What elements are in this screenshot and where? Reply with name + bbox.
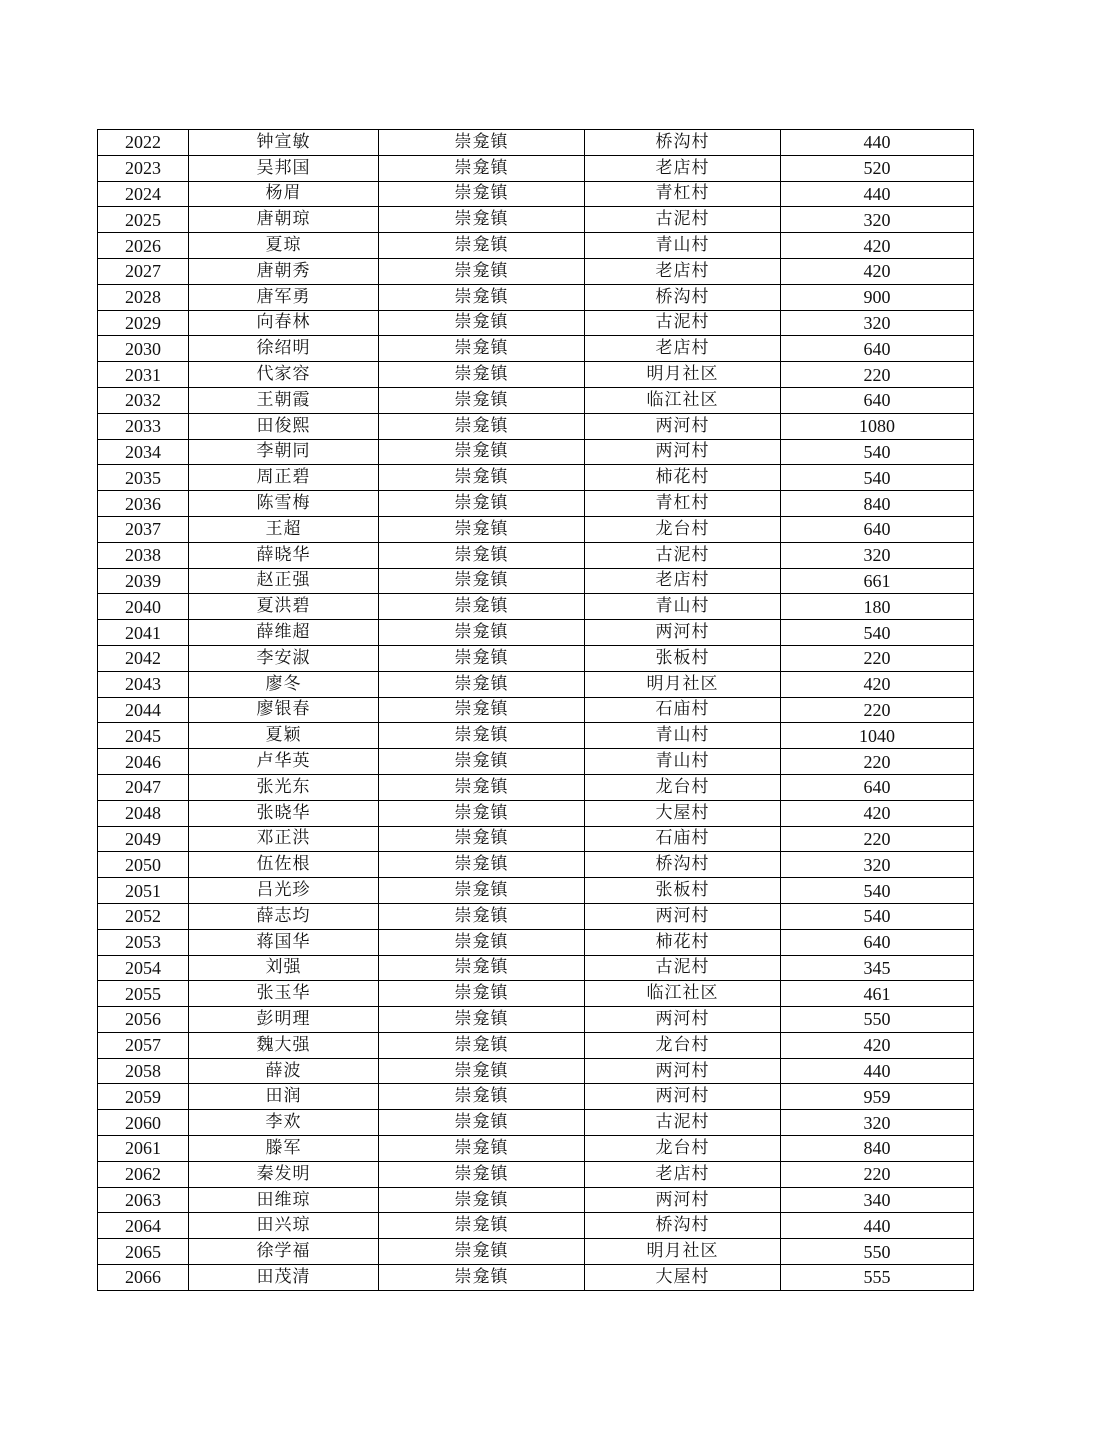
serial-number-cell: 2044 bbox=[98, 697, 189, 723]
amount-cell: 180 bbox=[781, 594, 974, 620]
town-cell: 崇龛镇 bbox=[379, 749, 585, 775]
table-row bbox=[98, 465, 974, 491]
serial-number-cell: 2057 bbox=[98, 1032, 189, 1058]
amount-cell: 420 bbox=[781, 800, 974, 826]
town-cell: 崇龛镇 bbox=[379, 929, 585, 955]
name-cell: 李朝同 bbox=[189, 439, 379, 465]
town-cell: 崇龛镇 bbox=[379, 1032, 585, 1058]
village-cell: 两河村 bbox=[585, 1007, 781, 1033]
village-cell: 柿花村 bbox=[585, 465, 781, 491]
town-cell: 崇龛镇 bbox=[379, 491, 585, 517]
town-cell: 崇龛镇 bbox=[379, 1084, 585, 1110]
amount-cell: 640 bbox=[781, 387, 974, 413]
town-cell: 崇龛镇 bbox=[379, 1058, 585, 1084]
name-cell: 秦发明 bbox=[189, 1161, 379, 1187]
table-row bbox=[98, 336, 974, 362]
name-cell: 唐朝琼 bbox=[189, 207, 379, 233]
serial-number-cell: 2062 bbox=[98, 1161, 189, 1187]
amount-cell: 220 bbox=[781, 1161, 974, 1187]
table-row bbox=[98, 207, 974, 233]
name-cell: 廖冬 bbox=[189, 671, 379, 697]
amount-cell: 640 bbox=[781, 929, 974, 955]
town-cell: 崇龛镇 bbox=[379, 774, 585, 800]
serial-number-cell: 2065 bbox=[98, 1239, 189, 1265]
table-row bbox=[98, 929, 974, 955]
name-cell: 伍佐根 bbox=[189, 852, 379, 878]
name-cell: 廖银春 bbox=[189, 697, 379, 723]
subsidy-table bbox=[97, 129, 974, 1291]
name-cell: 唐军勇 bbox=[189, 284, 379, 310]
amount-cell: 320 bbox=[781, 310, 974, 336]
serial-number-cell: 2032 bbox=[98, 387, 189, 413]
serial-number-cell: 2060 bbox=[98, 1110, 189, 1136]
town-cell: 崇龛镇 bbox=[379, 1265, 585, 1291]
table-row bbox=[98, 1058, 974, 1084]
table-row bbox=[98, 981, 974, 1007]
table-row bbox=[98, 516, 974, 542]
name-cell: 吴邦国 bbox=[189, 155, 379, 181]
amount-cell: 540 bbox=[781, 620, 974, 646]
serial-number-cell: 2036 bbox=[98, 491, 189, 517]
name-cell: 卢华英 bbox=[189, 749, 379, 775]
amount-cell: 320 bbox=[781, 207, 974, 233]
village-cell: 桥沟村 bbox=[585, 852, 781, 878]
name-cell: 吕光珍 bbox=[189, 878, 379, 904]
village-cell: 青山村 bbox=[585, 749, 781, 775]
serial-number-cell: 2047 bbox=[98, 774, 189, 800]
serial-number-cell: 2031 bbox=[98, 362, 189, 388]
town-cell: 崇龛镇 bbox=[379, 207, 585, 233]
town-cell: 崇龛镇 bbox=[379, 645, 585, 671]
town-cell: 崇龛镇 bbox=[379, 1007, 585, 1033]
village-cell: 古泥村 bbox=[585, 310, 781, 336]
table-row bbox=[98, 284, 974, 310]
table-row bbox=[98, 1187, 974, 1213]
serial-number-cell: 2022 bbox=[98, 130, 189, 156]
amount-cell: 461 bbox=[781, 981, 974, 1007]
name-cell: 田俊熙 bbox=[189, 413, 379, 439]
town-cell: 崇龛镇 bbox=[379, 130, 585, 156]
town-cell: 崇龛镇 bbox=[379, 284, 585, 310]
name-cell: 田兴琼 bbox=[189, 1213, 379, 1239]
serial-number-cell: 2029 bbox=[98, 310, 189, 336]
table-row bbox=[98, 1032, 974, 1058]
table-row bbox=[98, 155, 974, 181]
town-cell: 崇龛镇 bbox=[379, 310, 585, 336]
serial-number-cell: 2028 bbox=[98, 284, 189, 310]
serial-number-cell: 2063 bbox=[98, 1187, 189, 1213]
serial-number-cell: 2040 bbox=[98, 594, 189, 620]
serial-number-cell: 2056 bbox=[98, 1007, 189, 1033]
table-row bbox=[98, 1084, 974, 1110]
name-cell: 刘强 bbox=[189, 955, 379, 981]
town-cell: 崇龛镇 bbox=[379, 1239, 585, 1265]
table-row bbox=[98, 645, 974, 671]
serial-number-cell: 2052 bbox=[98, 903, 189, 929]
town-cell: 崇龛镇 bbox=[379, 516, 585, 542]
town-cell: 崇龛镇 bbox=[379, 903, 585, 929]
village-cell: 明月社区 bbox=[585, 362, 781, 388]
town-cell: 崇龛镇 bbox=[379, 181, 585, 207]
serial-number-cell: 2053 bbox=[98, 929, 189, 955]
village-cell: 龙台村 bbox=[585, 1032, 781, 1058]
town-cell: 崇龛镇 bbox=[379, 800, 585, 826]
village-cell: 古泥村 bbox=[585, 542, 781, 568]
table-row bbox=[98, 181, 974, 207]
town-cell: 崇龛镇 bbox=[379, 955, 585, 981]
amount-cell: 320 bbox=[781, 542, 974, 568]
name-cell: 魏大强 bbox=[189, 1032, 379, 1058]
name-cell: 张玉华 bbox=[189, 981, 379, 1007]
village-cell: 青山村 bbox=[585, 233, 781, 259]
amount-cell: 540 bbox=[781, 439, 974, 465]
serial-number-cell: 2046 bbox=[98, 749, 189, 775]
amount-cell: 540 bbox=[781, 878, 974, 904]
table-row bbox=[98, 258, 974, 284]
town-cell: 崇龛镇 bbox=[379, 233, 585, 259]
village-cell: 老店村 bbox=[585, 568, 781, 594]
table-row bbox=[98, 671, 974, 697]
amount-cell: 1040 bbox=[781, 723, 974, 749]
table-row bbox=[98, 620, 974, 646]
village-cell: 大屋村 bbox=[585, 800, 781, 826]
village-cell: 龙台村 bbox=[585, 774, 781, 800]
amount-cell: 220 bbox=[781, 749, 974, 775]
amount-cell: 320 bbox=[781, 852, 974, 878]
table-row bbox=[98, 491, 974, 517]
amount-cell: 220 bbox=[781, 826, 974, 852]
village-cell: 两河村 bbox=[585, 1058, 781, 1084]
name-cell: 彭明理 bbox=[189, 1007, 379, 1033]
village-cell: 两河村 bbox=[585, 439, 781, 465]
name-cell: 田维琼 bbox=[189, 1187, 379, 1213]
name-cell: 田润 bbox=[189, 1084, 379, 1110]
village-cell: 两河村 bbox=[585, 1084, 781, 1110]
serial-number-cell: 2035 bbox=[98, 465, 189, 491]
village-cell: 两河村 bbox=[585, 903, 781, 929]
town-cell: 崇龛镇 bbox=[379, 878, 585, 904]
village-cell: 古泥村 bbox=[585, 207, 781, 233]
serial-number-cell: 2064 bbox=[98, 1213, 189, 1239]
table-row bbox=[98, 413, 974, 439]
amount-cell: 220 bbox=[781, 645, 974, 671]
village-cell: 青山村 bbox=[585, 594, 781, 620]
name-cell: 向春林 bbox=[189, 310, 379, 336]
serial-number-cell: 2045 bbox=[98, 723, 189, 749]
village-cell: 青山村 bbox=[585, 723, 781, 749]
village-cell: 柿花村 bbox=[585, 929, 781, 955]
town-cell: 崇龛镇 bbox=[379, 439, 585, 465]
name-cell: 代家容 bbox=[189, 362, 379, 388]
town-cell: 崇龛镇 bbox=[379, 568, 585, 594]
name-cell: 薛志均 bbox=[189, 903, 379, 929]
table-row bbox=[98, 1110, 974, 1136]
village-cell: 明月社区 bbox=[585, 671, 781, 697]
village-cell: 大屋村 bbox=[585, 1265, 781, 1291]
village-cell: 两河村 bbox=[585, 413, 781, 439]
amount-cell: 1080 bbox=[781, 413, 974, 439]
amount-cell: 640 bbox=[781, 336, 974, 362]
name-cell: 徐学福 bbox=[189, 1239, 379, 1265]
name-cell: 田茂清 bbox=[189, 1265, 379, 1291]
name-cell: 张晓华 bbox=[189, 800, 379, 826]
village-cell: 明月社区 bbox=[585, 1239, 781, 1265]
name-cell: 蒋国华 bbox=[189, 929, 379, 955]
village-cell: 青杠村 bbox=[585, 491, 781, 517]
name-cell: 张光东 bbox=[189, 774, 379, 800]
town-cell: 崇龛镇 bbox=[379, 671, 585, 697]
amount-cell: 340 bbox=[781, 1187, 974, 1213]
name-cell: 邓正洪 bbox=[189, 826, 379, 852]
town-cell: 崇龛镇 bbox=[379, 542, 585, 568]
name-cell: 夏洪碧 bbox=[189, 594, 379, 620]
town-cell: 崇龛镇 bbox=[379, 697, 585, 723]
village-cell: 老店村 bbox=[585, 336, 781, 362]
serial-number-cell: 2049 bbox=[98, 826, 189, 852]
amount-cell: 420 bbox=[781, 258, 974, 284]
amount-cell: 661 bbox=[781, 568, 974, 594]
village-cell: 老店村 bbox=[585, 258, 781, 284]
town-cell: 崇龛镇 bbox=[379, 387, 585, 413]
town-cell: 崇龛镇 bbox=[379, 594, 585, 620]
serial-number-cell: 2023 bbox=[98, 155, 189, 181]
serial-number-cell: 2037 bbox=[98, 516, 189, 542]
table-row bbox=[98, 130, 974, 156]
serial-number-cell: 2054 bbox=[98, 955, 189, 981]
amount-cell: 555 bbox=[781, 1265, 974, 1291]
table-row bbox=[98, 1213, 974, 1239]
name-cell: 薛波 bbox=[189, 1058, 379, 1084]
table-row bbox=[98, 568, 974, 594]
village-cell: 古泥村 bbox=[585, 955, 781, 981]
serial-number-cell: 2050 bbox=[98, 852, 189, 878]
serial-number-cell: 2041 bbox=[98, 620, 189, 646]
table-row bbox=[98, 439, 974, 465]
town-cell: 崇龛镇 bbox=[379, 620, 585, 646]
village-cell: 两河村 bbox=[585, 1187, 781, 1213]
village-cell: 青杠村 bbox=[585, 181, 781, 207]
name-cell: 陈雪梅 bbox=[189, 491, 379, 517]
town-cell: 崇龛镇 bbox=[379, 465, 585, 491]
table-row bbox=[98, 1007, 974, 1033]
village-cell: 桥沟村 bbox=[585, 284, 781, 310]
town-cell: 崇龛镇 bbox=[379, 336, 585, 362]
town-cell: 崇龛镇 bbox=[379, 1213, 585, 1239]
town-cell: 崇龛镇 bbox=[379, 155, 585, 181]
table-row bbox=[98, 852, 974, 878]
table-row bbox=[98, 362, 974, 388]
table-row bbox=[98, 594, 974, 620]
serial-number-cell: 2038 bbox=[98, 542, 189, 568]
serial-number-cell: 2026 bbox=[98, 233, 189, 259]
amount-cell: 420 bbox=[781, 233, 974, 259]
table-row bbox=[98, 542, 974, 568]
table-row bbox=[98, 955, 974, 981]
amount-cell: 840 bbox=[781, 491, 974, 517]
town-cell: 崇龛镇 bbox=[379, 1187, 585, 1213]
serial-number-cell: 2030 bbox=[98, 336, 189, 362]
table-row bbox=[98, 1239, 974, 1265]
serial-number-cell: 2027 bbox=[98, 258, 189, 284]
table-row bbox=[98, 233, 974, 259]
serial-number-cell: 2061 bbox=[98, 1136, 189, 1162]
table-row bbox=[98, 826, 974, 852]
name-cell: 夏琼 bbox=[189, 233, 379, 259]
table-row bbox=[98, 903, 974, 929]
table-row bbox=[98, 878, 974, 904]
serial-number-cell: 2024 bbox=[98, 181, 189, 207]
town-cell: 崇龛镇 bbox=[379, 826, 585, 852]
amount-cell: 550 bbox=[781, 1239, 974, 1265]
serial-number-cell: 2043 bbox=[98, 671, 189, 697]
name-cell: 王超 bbox=[189, 516, 379, 542]
table-row bbox=[98, 697, 974, 723]
town-cell: 崇龛镇 bbox=[379, 413, 585, 439]
village-cell: 古泥村 bbox=[585, 1110, 781, 1136]
table-row bbox=[98, 1265, 974, 1291]
table-row bbox=[98, 1136, 974, 1162]
table-row bbox=[98, 800, 974, 826]
amount-cell: 959 bbox=[781, 1084, 974, 1110]
name-cell: 李安淑 bbox=[189, 645, 379, 671]
serial-number-cell: 2025 bbox=[98, 207, 189, 233]
village-cell: 龙台村 bbox=[585, 1136, 781, 1162]
village-cell: 两河村 bbox=[585, 620, 781, 646]
serial-number-cell: 2034 bbox=[98, 439, 189, 465]
name-cell: 滕军 bbox=[189, 1136, 379, 1162]
name-cell: 周正碧 bbox=[189, 465, 379, 491]
town-cell: 崇龛镇 bbox=[379, 258, 585, 284]
village-cell: 桥沟村 bbox=[585, 1213, 781, 1239]
table-row bbox=[98, 723, 974, 749]
serial-number-cell: 2055 bbox=[98, 981, 189, 1007]
name-cell: 徐绍明 bbox=[189, 336, 379, 362]
serial-number-cell: 2039 bbox=[98, 568, 189, 594]
name-cell: 薛晓华 bbox=[189, 542, 379, 568]
village-cell: 临江社区 bbox=[585, 981, 781, 1007]
village-cell: 龙台村 bbox=[585, 516, 781, 542]
amount-cell: 540 bbox=[781, 465, 974, 491]
serial-number-cell: 2066 bbox=[98, 1265, 189, 1291]
amount-cell: 420 bbox=[781, 671, 974, 697]
table-row bbox=[98, 387, 974, 413]
table-body bbox=[98, 130, 974, 1291]
amount-cell: 440 bbox=[781, 1213, 974, 1239]
village-cell: 老店村 bbox=[585, 155, 781, 181]
name-cell: 李欢 bbox=[189, 1110, 379, 1136]
name-cell: 杨眉 bbox=[189, 181, 379, 207]
village-cell: 临江社区 bbox=[585, 387, 781, 413]
amount-cell: 640 bbox=[781, 774, 974, 800]
name-cell: 夏颖 bbox=[189, 723, 379, 749]
serial-number-cell: 2048 bbox=[98, 800, 189, 826]
serial-number-cell: 2059 bbox=[98, 1084, 189, 1110]
village-cell: 张板村 bbox=[585, 645, 781, 671]
table-row bbox=[98, 774, 974, 800]
table-row bbox=[98, 1161, 974, 1187]
amount-cell: 840 bbox=[781, 1136, 974, 1162]
town-cell: 崇龛镇 bbox=[379, 1136, 585, 1162]
amount-cell: 900 bbox=[781, 284, 974, 310]
amount-cell: 220 bbox=[781, 362, 974, 388]
name-cell: 赵正强 bbox=[189, 568, 379, 594]
amount-cell: 440 bbox=[781, 130, 974, 156]
amount-cell: 440 bbox=[781, 1058, 974, 1084]
village-cell: 石庙村 bbox=[585, 697, 781, 723]
amount-cell: 640 bbox=[781, 516, 974, 542]
serial-number-cell: 2033 bbox=[98, 413, 189, 439]
serial-number-cell: 2051 bbox=[98, 878, 189, 904]
amount-cell: 345 bbox=[781, 955, 974, 981]
town-cell: 崇龛镇 bbox=[379, 723, 585, 749]
name-cell: 唐朝秀 bbox=[189, 258, 379, 284]
town-cell: 崇龛镇 bbox=[379, 1161, 585, 1187]
name-cell: 薛维超 bbox=[189, 620, 379, 646]
serial-number-cell: 2042 bbox=[98, 645, 189, 671]
town-cell: 崇龛镇 bbox=[379, 1110, 585, 1136]
town-cell: 崇龛镇 bbox=[379, 362, 585, 388]
town-cell: 崇龛镇 bbox=[379, 981, 585, 1007]
amount-cell: 550 bbox=[781, 1007, 974, 1033]
amount-cell: 440 bbox=[781, 181, 974, 207]
table-row bbox=[98, 310, 974, 336]
village-cell: 石庙村 bbox=[585, 826, 781, 852]
name-cell: 钟宣敏 bbox=[189, 130, 379, 156]
serial-number-cell: 2058 bbox=[98, 1058, 189, 1084]
amount-cell: 320 bbox=[781, 1110, 974, 1136]
table-row bbox=[98, 749, 974, 775]
name-cell: 王朝霞 bbox=[189, 387, 379, 413]
village-cell: 老店村 bbox=[585, 1161, 781, 1187]
amount-cell: 220 bbox=[781, 697, 974, 723]
amount-cell: 420 bbox=[781, 1032, 974, 1058]
village-cell: 张板村 bbox=[585, 878, 781, 904]
village-cell: 桥沟村 bbox=[585, 130, 781, 156]
amount-cell: 520 bbox=[781, 155, 974, 181]
town-cell: 崇龛镇 bbox=[379, 852, 585, 878]
amount-cell: 540 bbox=[781, 903, 974, 929]
